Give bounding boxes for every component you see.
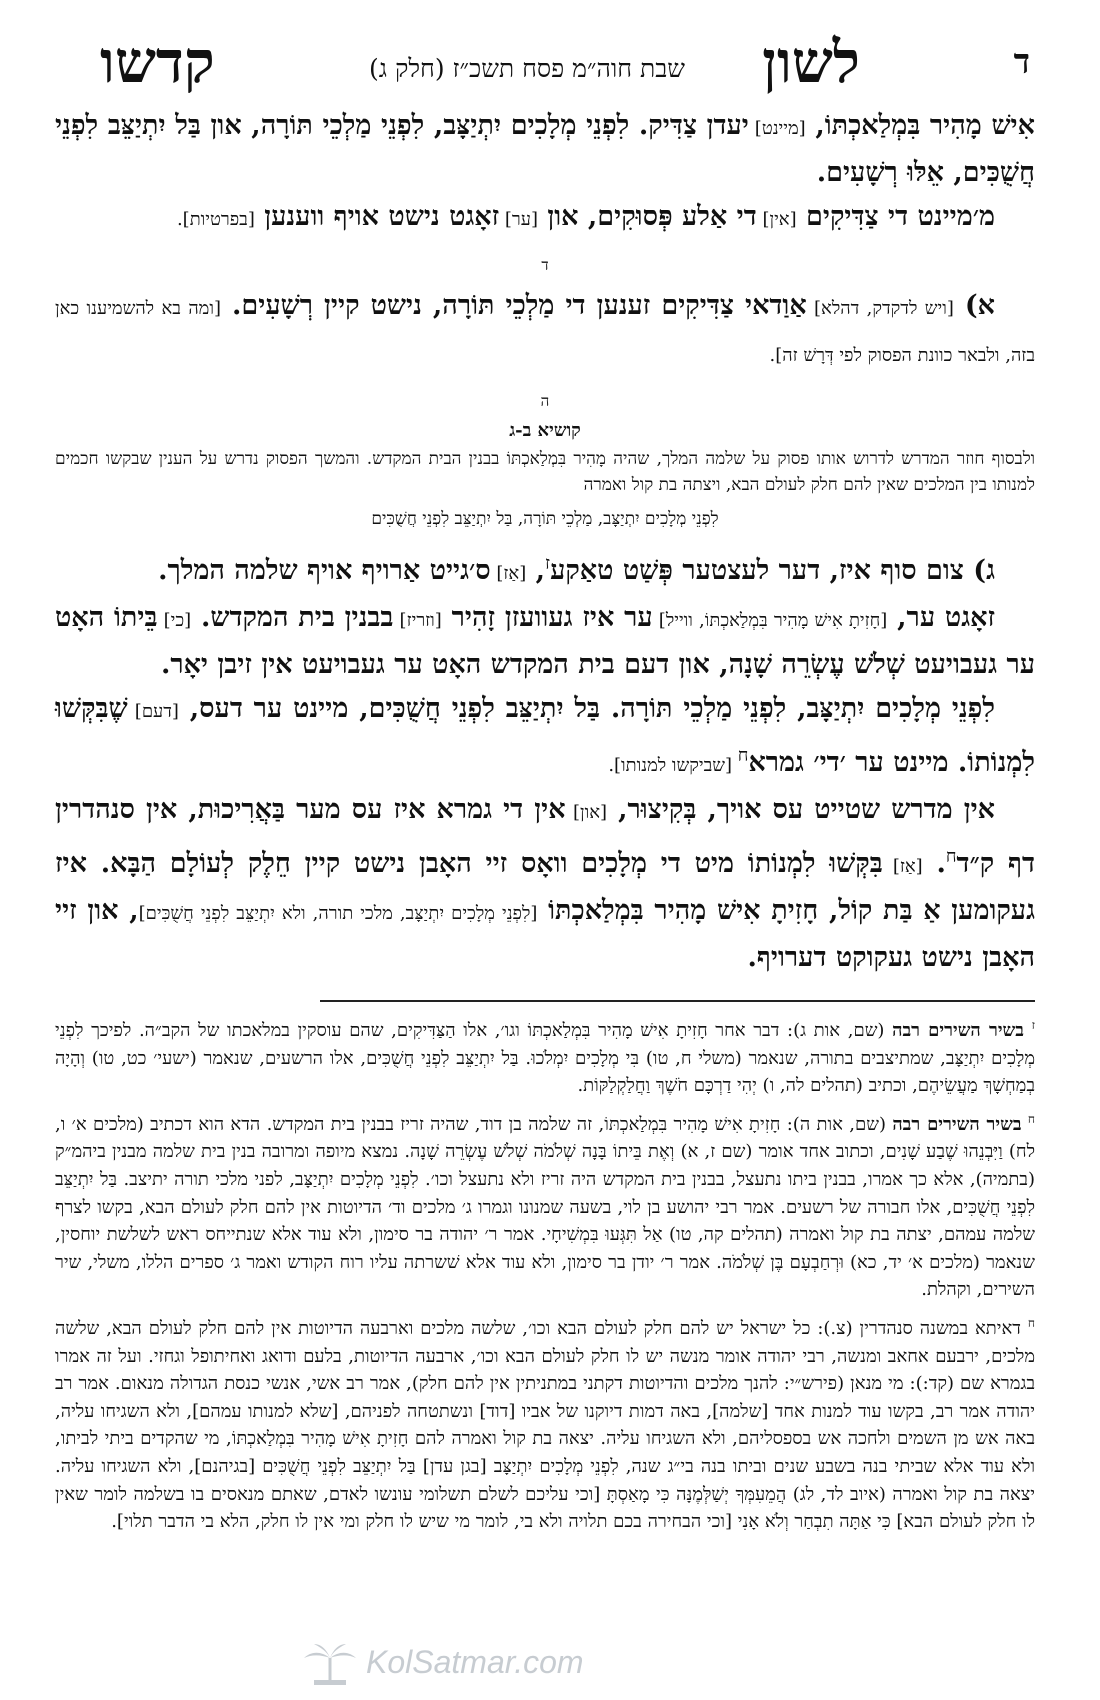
bracket-note: [אַז] bbox=[490, 563, 527, 584]
paragraph-text: , און זיי האָבן נישט געקוקט דערויף. bbox=[55, 895, 1035, 973]
paragraph-text: אין מדרש שטייט עס אויך, בְּקִיצוּר, bbox=[607, 794, 995, 825]
paragraph-text: מיינט ער ׳די׳ גמרא bbox=[748, 747, 949, 778]
paragraph-text: בֵּיתוֹ האָט ער געבויעט שְׁלֹשׁ עֶשְׂרֵה שָׁנָה, און דעם בית המקדש האָט ער געבויעט אין זיבן יאָר. bbox=[55, 602, 1035, 680]
palm-tree-logo-icon bbox=[300, 1642, 360, 1686]
bracket-note: [און] bbox=[565, 802, 608, 823]
footnote-ref: ז bbox=[545, 553, 551, 574]
paragraph-text: ער איז געוועזן זָהִיר bbox=[441, 602, 653, 633]
footnote-source: בשיר השירים רבה bbox=[892, 1113, 1022, 1135]
watermark bbox=[300, 1640, 660, 1690]
running-subtitle: שבת חוה״מ פסח תשכ״ז (חלק ג) bbox=[369, 54, 685, 83]
bracket-note: [ומה בא להשמיענו כאן בזה, ולבאר כוונת הפסוק לפי דְּרָשׁ זה]. bbox=[55, 298, 1035, 366]
paragraph-text: אַוַדאי צַדִּיקִים זענען די מַלְכֵי תּוֹרָה, נישט קיין רְשָׁעִים. bbox=[220, 290, 807, 321]
footnote-text: (שם, אות ג): דבר אחר חָזִיתָ אִישׁ מָהִיר בִּמְלַאכְתּוֹ וגו׳, אלו הַצַּדִּיקִים, שהם עוסקין במלאכתו של הקב״ה. לפיכך לִפְנֵי מְלָכִים יִתְיַצָּב, שמתיצבים בתורה, שנאמר (משלי ח, טו) בִּי מְלָכִים יִמְלֹכוּ. בַּל יִתְיַצֵּב לִפְנֵי חֲשֻׁכִּים, אלו הרשעים, שנאמר (ישעי׳ כט, טו) וְהָיָה בְמַחְשָׁךְ מַעֲשֵׂיהֶם, וכתיב (תהלים לה, ו) יְהִי דַרְכָּם חֹשֶׁךְ וַחֲלַקְלַקּוֹת. bbox=[55, 1020, 1035, 1097]
paragraph-2 bbox=[55, 195, 1035, 242]
kushya-heading: קושיא ב-ג bbox=[509, 420, 581, 441]
paragraph-1 bbox=[55, 104, 1035, 195]
bracket-note: [ויש לדקדק, דהלא] bbox=[806, 298, 954, 319]
paragraph-text: זאָגט נישט אויף ווענען bbox=[254, 201, 500, 232]
footnote-text: דאיתא במשנה סנהדרין (צ.): כל ישראל יש להם חלק לעולם הבא וכו׳, שלשה מלכים וארבעה הדיוטות אין להם חלק לעולם הבא, שלשה מלכים, ירבעם אחאב ומנשה, רבי יהודה אומר מנשה יש לו חלק לעולם הבא וכו׳, ארבעה הדיוטות, בלעם ודואג ואחיתופל וגחזי. ועל זה אמרו בגמרא שם (קד:): מי מנאן (פירש״י: להנך מלכים והדיוטות דקתני במתניתין אין להם חלק), אמר רב אשי, אנשי כנסת הגדולה מנאום. אמר רב יהודה אמר רב, בקשו עוד למנות אחד [שלמה], באה דמות דיוקנו של אביו [דוד] ונשתטחה לפניהם, [שלא למנותו עמהם], ולא השגיחו עליה, באה אש מן השמים ולחכה אש בספסליהם, ולא השגיחו עליה. יצאה בת קול ואמרה להם חָזִיתָ אִישׁ מָהִיר בִּמְלַאכְתּוֹ, מי שהקדים ביתי לביתו, ולא עוד אלא שביתי בנה בשבע שנים וביתו בנה בי״ג שנה, לִפְנֵי מְלָכִים יִתְיַצָּב [בגן עדן] בַּל יִתְיַצֵּב לִפְנֵי חֲשֻׁכִּים [בגיהנם], ולא השגיחו עליה. יצאה בת קול ואמרה (איוב לד, לג) הֲמֵעִמְּךָ יְשַׁלְּמֶנָּה כִּי מָאַסְתָּ [וכי עליכם לשלם תשלומי עונשו לאדם, שאתם מנאסים בו בשלמה לומר שאין לו חלק לעולם הבא] כִּי אַתָּה תִבְחַר וְלֹא אָנִי [וכי הבחירה בכם תלויה ולא בי, לומר מי שיש לו חלק ומי אין לו חלק, הלא בי הדבר תלוי]. bbox=[55, 1317, 1035, 1533]
paragraph-text: ג) צום סוף איז, דער לעצטער פְּשַׁט טאַקע bbox=[550, 555, 995, 586]
paragraph-text: מ׳מיינט די צַדִּיקִים bbox=[796, 201, 995, 232]
footnote-source: בשיר השירים רבה bbox=[892, 1020, 1024, 1041]
quote-bold: אִישׁ מָהִיר בִּמְלַאכְתּוֹ, bbox=[805, 110, 1035, 141]
bracket-note: [חָזִיתָ אִישׁ מָהִיר בִּמְלַאכְתּוֹ, ווייל] bbox=[652, 610, 888, 631]
bracket-note: [מיינט] bbox=[748, 118, 806, 139]
footnote-3 bbox=[55, 1310, 1035, 1536]
paragraph-text: בבנין בית המקדש. bbox=[191, 602, 394, 633]
main-text bbox=[55, 104, 1035, 980]
paragraph-text: יעדן צַדִּיק. לִפְנֵי מְלָכִים יִתְיַצָּב, לִפְנֵי מַלְכֵי תּוֹרָה, און בַּל יִתְיַצֵּב לִפְנֵי חֲשֻׁכִּים, אֵלּוּ רְשָׁעִים. bbox=[55, 110, 1035, 188]
paragraph-5 bbox=[55, 596, 1035, 687]
footnote-ref: ח bbox=[737, 745, 749, 766]
footnote-text: (שם, אות ה): חָזִיתָ אִישׁ מָהִיר בִּמְלַאכְתּוֹ, זה שלמה בן דוד, שהיה זריז בבנין בית המקדש. הדא הוא דכתיב (מלכים א׳ ו, לח) וַיִּבְנֵהוּ שֶׁבַע שָׁנִים, וכתוב אחד אומר (שם ז, א) וְאֶת בֵּיתוֹ בָּנָה שְׁלֹמֹה שְׁלֹשׁ עֶשְׂרֵה שָׁנָה. נמצא מיופה ומרובה בנין בית שלמה מבנין ביהמ״ק (בתמיה), אלא כך אמרו, בבנין ביתו נתעצל, בבנין בית המקדש היה זריז ולא נתעצל וכו׳. לִפְנֵי מְלָכִים יִתְיַצָּב, לפני מלכי תורה יתיצב. בַּל יִתְיַצֵּב לִפְנֵי חֲשֻׁכִּים, אלו חבורה של רשעים. אמר רבי יהושע בן לוי, בשעה שמנונו וגמרו ג׳ מלכים וד׳ הדיוטות אין להם חלק לעולם הבא, בקשו לצרף שלמה עמהם, יצתה בת קול ואמרה (תהלים קה, טו) אַל תִּגְּעוּ בִּמְשִׁיחָי. אמר ר׳ יהודה בר סימון, ולא עוד אלא שנתייחס ראש לשלשת יוחסין, שנאמר (מלכים א׳ יד, כא) וּרְחַבְעָם בֶּן שְׁלֹמֹה. אמר ר׳ יודן בר סימון, ולא עוד אלא שׁשרתה עליו רוח הקודש ואמר ג׳ ספרים הללו, משלי, שיר השירים, וקהלת. bbox=[55, 1113, 1035, 1301]
kushya-verse: לִפְנֵי מְלָכִים יִתְיַצָּב, מַלְכֵי תּוֹרָה, בַּל יִתְיַצֵּב לִפְנֵי חֲשֻׁכִּים bbox=[371, 509, 719, 529]
paragraph-text: ס׳גייט אַרויף אויף שלמה המלך. bbox=[158, 555, 491, 586]
page-number: ד bbox=[1013, 42, 1030, 82]
paragraph-text: די אַלע פְּסוּקִים, און bbox=[537, 201, 757, 232]
paragraph-text: שֶׁבִּקְּשׁוּ לִמְנוֹתוֹ. bbox=[55, 693, 1035, 778]
paragraph-text: בִּקְּשׁוּ לִמְנוֹתוֹ מיט די מְלָכִים וואָס זיי האָבן נישט קיין חֵלֶק לְעוֹלָם הַבָּא. איז געקומען אַ בַּת קוֹל, חָזִיתָ אִישׁ מָהִיר בִּמְלַאכְתּוֹ bbox=[55, 848, 1035, 926]
footnote-divider bbox=[320, 1000, 1035, 1002]
kushya-summary: ולבסוף חוזר המדרש לדרוש אותו פסוק על שלמה המלך, שהיה מָהִיר בִּמְלַאכְתּוֹ בבנין הבית המקדש. והמשך הפסוק נדרש על הענין שבקשו חכמים למנותו בין המלכים שאין להם חלק לעולם הבא, ויצתה בת קול ואמרה bbox=[55, 449, 1035, 495]
footnote-mark: ח bbox=[1027, 1315, 1035, 1330]
section-marker-dalet: ד bbox=[541, 256, 549, 274]
paragraph-text: לִפְנֵי מְלָכִים יִתְיַצָּב, לִפְנֵי מַלְכֵי תּוֹרָה. בַּל יִתְיַצֵּב לִפְנֵי חֲשֻׁכִּים, bbox=[348, 693, 995, 724]
footnote-mark: ז bbox=[1031, 1018, 1035, 1032]
bracket-note: [בפרטיות]. bbox=[176, 209, 255, 230]
bracket-note: [כי] bbox=[157, 610, 192, 631]
punctuation: , bbox=[526, 555, 546, 586]
bracket-note: [ער] bbox=[499, 209, 538, 230]
book-title-right: לשון bbox=[762, 28, 860, 96]
punctuation: . bbox=[922, 848, 946, 879]
paragraph-text: אין די גמרא איז עס מער בַּאֲרִיכוּת, אין סנהדרין דף ק״ד bbox=[55, 794, 1035, 879]
bracket-note: [אין] bbox=[756, 209, 797, 230]
book-title-left: קדשו bbox=[100, 28, 215, 96]
footnote-1 bbox=[55, 1012, 1035, 1100]
running-head bbox=[70, 28, 1030, 98]
bracket-note: [אַז] bbox=[882, 856, 923, 877]
watermark-text: KolSatmar.com bbox=[366, 1644, 584, 1680]
bracket-note: [דעם] bbox=[127, 701, 179, 722]
paragraph-label: א) bbox=[953, 290, 995, 321]
bracket-note: [שביקשו למנותו]. bbox=[608, 755, 738, 776]
paragraph-6 bbox=[55, 687, 1035, 788]
bracket-note: [וזריז] bbox=[393, 610, 442, 631]
footnote-mark: ח bbox=[1027, 1111, 1035, 1126]
footnote-2 bbox=[55, 1106, 1035, 1304]
bracket-note: [לִפְנֵי מְלָכִים יִתְיַצָּב, מלכי תורה, ולא יִתְיַצֵּב לִפְנֵי חֲשֻׁכִּים] bbox=[138, 903, 538, 924]
paragraph-text: זאָגט ער, bbox=[887, 602, 995, 633]
section-marker-heh: ה bbox=[540, 392, 550, 410]
footnote-ref: ח bbox=[945, 846, 957, 867]
paragraph-4 bbox=[55, 542, 1035, 596]
paragraph-7 bbox=[55, 788, 1035, 980]
footnotes bbox=[55, 1012, 1035, 1542]
paragraph-3 bbox=[55, 284, 1035, 378]
paragraph-text: מיינט ער דעס, bbox=[178, 693, 349, 724]
